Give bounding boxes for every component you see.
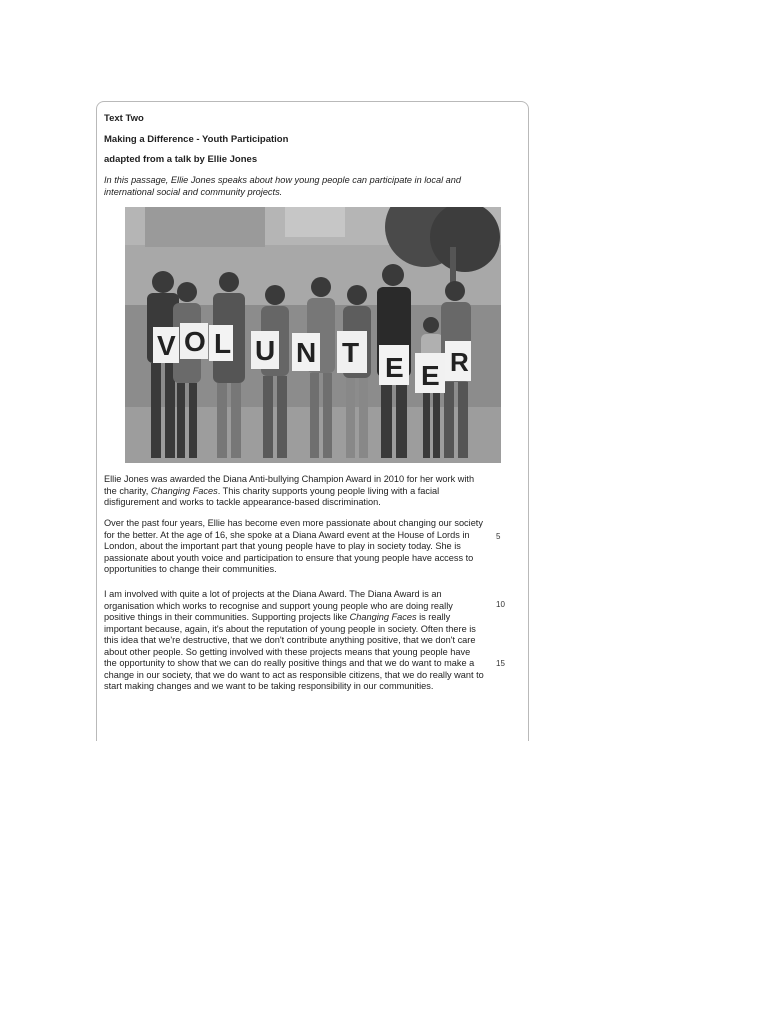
line-number: 15 bbox=[496, 659, 505, 668]
letter-card: O bbox=[184, 326, 206, 357]
letter-card: E bbox=[421, 360, 440, 391]
letter-card: T bbox=[342, 337, 360, 368]
volunteer-photo bbox=[125, 207, 501, 463]
letter-card: V bbox=[157, 330, 176, 361]
section-label: Text Two bbox=[104, 113, 144, 124]
letter-card: N bbox=[296, 337, 317, 368]
paragraph-3: I am involved with quite a lot of projects at the Diana Award. The Diana Award is an organisation which works to recognise and support young people who are doing really positive things in their communities. Supporting projects like Changing Faces is really important because, again, it's about the reputation of young people in society. Often there is this idea that we're destructive, that we don't contribute anything positive, that we don't care about other people. So getting involved with these projects means that young people have the opportunity to show that we can do really positive things and that we do want to make a change in our society, that we do want to act as responsible citizens, that we do really want to start making changes and we want to be taking responsibility in our communities. bbox=[104, 589, 484, 691]
letter-card: R bbox=[450, 347, 469, 377]
paragraph-1: Ellie Jones was awarded the Diana Anti-bullying Champion Award in 2010 for her work with the charity, Changing Faces. This charity supports young people living with a facial disfigurement and works to tackle appearance-based discrimination. bbox=[104, 474, 475, 507]
letter-card: L bbox=[214, 328, 232, 359]
letter-card: U bbox=[255, 335, 276, 366]
letter-card: E bbox=[385, 352, 404, 383]
line-number: 5 bbox=[496, 532, 501, 541]
paragraph-2: Over the past four years, Ellie has become even more passionate about changing our society for the better. At the age of 16, she spoke at a Diana Award event at the House of Lords in London, about the important part that young people have to play in society today. She is passionate about youth voice and participation to ensure that young people have access to opportunities to change their communities. bbox=[104, 518, 483, 574]
line-number: 10 bbox=[496, 600, 505, 609]
byline: adapted from a talk by Ellie Jones bbox=[104, 154, 258, 165]
document-title: Making a Difference - Youth Participation bbox=[104, 134, 289, 145]
intro-text: In this passage, Ellie Jones speaks about how young people can participate in local and international social and community projects. bbox=[104, 175, 462, 197]
